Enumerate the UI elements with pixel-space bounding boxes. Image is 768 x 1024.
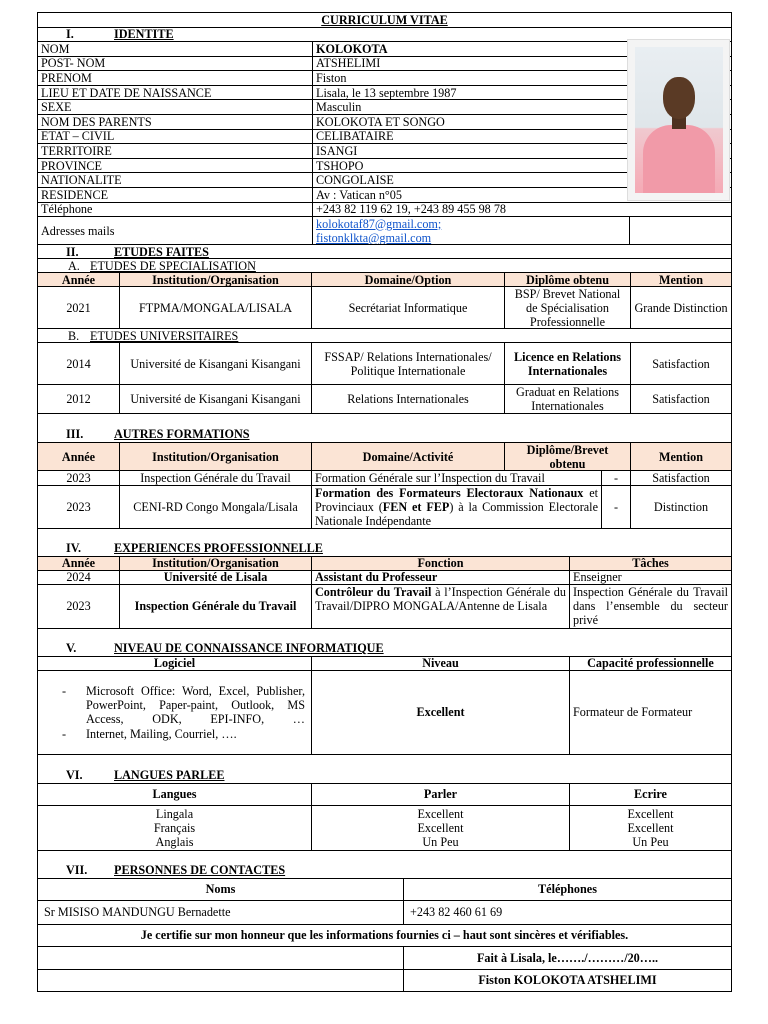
training-heading-number: III.: [66, 427, 84, 442]
identity-value: CONGOLAISE: [312, 173, 630, 187]
mention-cell: Satisfaction: [630, 343, 731, 384]
column-header: Langues: [152, 787, 197, 802]
column-header: Domaine/Option: [311, 273, 504, 286]
language-name: Lingala: [155, 806, 194, 821]
domain-text: ) à la Commission Electorale Nationale Indépendante: [315, 499, 598, 528]
domain-bold-text: Formation des Formateurs Electoraux Nationaux: [315, 485, 584, 500]
experience-heading-number: IV.: [66, 541, 82, 556]
experience-heading-title: EXPERIENCES PROFESSIONNELLE: [114, 541, 323, 556]
studies-heading-row: [38, 244, 731, 258]
training-heading: [38, 414, 731, 442]
language-name: Anglais: [155, 834, 194, 849]
experience-header-row: [38, 556, 731, 570]
experience-heading: [38, 529, 731, 556]
table-row: [38, 670, 731, 754]
contacts-heading: [38, 851, 731, 878]
tasks-cell: Enseigner: [569, 571, 731, 584]
list-item: [62, 684, 305, 726]
year-cell: 2023: [66, 599, 91, 614]
column-header: Ecrire: [569, 784, 731, 805]
column-header: Domaine/Activité: [311, 443, 504, 470]
identity-value: +243 82 119 62 19, +243 89 455 98 78: [312, 203, 630, 217]
studies-heading: [38, 245, 731, 258]
diploma-cell: Graduat en Relations Internationales: [504, 385, 630, 413]
list-item: [62, 727, 305, 741]
institution-cell: Inspection Générale du Travail: [119, 471, 311, 485]
column-header: Noms: [205, 882, 236, 897]
identity-value: Fiston: [312, 71, 630, 85]
cv-title: CURRICULUM VITAE: [321, 13, 448, 27]
languages-cell: [38, 806, 311, 850]
spec-subheading-title: ETUDES DE SPECIALISATION: [90, 258, 256, 273]
training-heading-row: [38, 413, 731, 442]
domain-cell: Secrétariat Informatique: [311, 287, 504, 328]
domain-bold-text: FEN et FEP: [382, 499, 450, 514]
table-row: [38, 470, 731, 485]
function-text: à l’Inspection Générale du Travail/DIPRO MONGALA/Antenne de Lisala: [315, 584, 566, 613]
spec-subheading-row: [38, 258, 731, 272]
computer-heading-title: NIVEAU DE CONNAISSANCE INFORMATIQUE: [114, 641, 384, 656]
experience-heading-row: [38, 528, 731, 556]
portrait-head: [663, 77, 695, 119]
column-header: Niveau: [311, 657, 569, 670]
identity-label: NOM: [41, 42, 70, 56]
bullet-dash: -: [62, 726, 67, 741]
studies-heading-number: II.: [66, 244, 79, 259]
univ-subheading: [38, 329, 731, 342]
domain-cell: FSSAP/ Relations Internationales/ Politique Internationale: [311, 343, 504, 384]
mention-cell: Distinction: [630, 486, 731, 528]
mention-cell: Satisfaction: [630, 385, 731, 413]
year-cell: 2023: [66, 499, 91, 514]
languages-heading-row: [38, 754, 731, 783]
domain-text: et Provinciaux (: [315, 485, 598, 514]
identity-value: ATSHELIMI: [312, 57, 630, 71]
identity-label: PROVINCE: [41, 158, 102, 173]
speak-level: Un Peu: [422, 834, 459, 849]
write-cell: [569, 806, 731, 850]
institution-cell: Université de Kisangani Kisangani: [119, 385, 311, 413]
certify-statement: Je certifie sur mon honneur que les informations fournies ci – haut sont sincères et vérifiables.: [140, 928, 629, 943]
column-header: Année: [61, 556, 96, 570]
capacity-cell: Formateur de Formateur: [569, 671, 731, 754]
identity-label: NOM DES PARENTS: [41, 114, 152, 129]
email-link[interactable]: kolokotaf87@gmail.com;: [316, 217, 442, 231]
portrait-photo: [627, 39, 730, 201]
write-level: Excellent: [627, 820, 674, 835]
training-header-row: [38, 442, 731, 470]
level-cell: Excellent: [311, 671, 569, 754]
table-row: [38, 584, 731, 628]
domain-cell: Relations Internationales: [311, 385, 504, 413]
function-bold-text: Contrôleur du Travail: [315, 584, 432, 599]
computer-header-row: [38, 656, 731, 670]
table-row: [38, 342, 731, 384]
place-date-row: [38, 946, 731, 969]
languages-body-row: [38, 805, 731, 850]
spec-subheading: [38, 259, 731, 272]
contacts-heading-title: PERSONNES DE CONTACTES: [114, 863, 286, 878]
institution-cell: Inspection Générale du Travail: [119, 585, 311, 628]
univ-subheading-row: [38, 328, 731, 342]
diploma-cell: -: [601, 471, 630, 485]
write-level: Un Peu: [632, 834, 669, 849]
domain-cell: Formation Générale sur l’Inspection du Travail: [311, 471, 601, 485]
column-header: Année: [61, 273, 96, 287]
column-header: Institution/Organisation: [119, 273, 311, 286]
diploma-cell: -: [601, 486, 630, 528]
institution-cell: Université de Lisala: [119, 571, 311, 584]
portrait-image: [635, 47, 723, 193]
speak-level: Excellent: [417, 806, 464, 821]
tasks-cell: Inspection Générale du Travail dans l’ensemble du secteur privé: [569, 585, 731, 628]
language-name: Français: [153, 820, 196, 835]
institution-cell: Université de Kisangani Kisangani: [119, 343, 311, 384]
diploma-cell: BSP/ Brevet National de Spécialisation Professionnelle: [504, 287, 630, 328]
identity-label: SEXE: [41, 100, 72, 114]
email-list: [312, 217, 630, 244]
place-date: Fait à Lisala, le……./………/20…..: [403, 947, 731, 969]
table-row: [38, 485, 731, 528]
identity-label: Adresses mails: [41, 223, 115, 238]
column-header: Téléphones: [403, 879, 731, 900]
column-header: Logiciel: [153, 656, 196, 670]
software-cell: [38, 671, 311, 754]
contacts-heading-row: [38, 850, 731, 878]
identity-value: CELIBATAIRE: [312, 130, 630, 144]
software-text: Microsoft Office: Word, Excel, Publisher, PowerPoint, Paper-paint, Outlook, MS Access, ODK, EPI-INFO, …: [86, 683, 305, 726]
identity-label: NATIONALITE: [41, 173, 122, 187]
column-header: Fonction: [311, 557, 569, 570]
column-header: Parler: [311, 784, 569, 805]
portrait-shirt: [643, 125, 715, 193]
column-header: Mention: [630, 443, 731, 470]
univ-subheading-title: ETUDES UNIVERSITAIRES: [90, 328, 239, 343]
year-cell: 2021: [66, 300, 91, 315]
column-header: Diplôme/Brevet obtenu: [504, 443, 630, 470]
column-header: Mention: [630, 273, 731, 286]
mention-cell: Grande Distinction: [630, 287, 731, 328]
speak-cell: [311, 806, 569, 850]
languages-heading-number: VI.: [66, 767, 83, 782]
domain-cell: [311, 486, 601, 528]
table-row: [38, 570, 731, 584]
identity-label: LIEU ET DATE DE NAISSANCE: [41, 85, 212, 100]
identity-label: PRENOM: [41, 71, 92, 85]
table-row: [38, 900, 731, 924]
univ-subheading-number: B.: [68, 328, 80, 343]
table-row: [38, 384, 731, 413]
mention-cell: Satisfaction: [630, 471, 731, 485]
column-header: Tâches: [569, 557, 731, 570]
languages-heading-title: LANGUES PARLEE: [114, 767, 225, 782]
bullet-dash: -: [62, 683, 67, 698]
column-header: Diplôme obtenu: [504, 273, 630, 286]
cv-title-row: [38, 13, 731, 27]
signature-name: Fiston KOLOKOTA ATSHELIMI: [403, 970, 731, 991]
year-cell: 2024: [66, 570, 91, 584]
languages-header-row: [38, 783, 731, 805]
spec-subheading-number: A.: [68, 258, 80, 273]
function-cell: [311, 585, 569, 628]
column-header: Institution/Organisation: [119, 443, 311, 470]
identity-label: RESIDENCE: [41, 187, 109, 202]
languages-heading: [38, 755, 731, 783]
computer-heading-row: [38, 628, 731, 656]
software-text: Internet, Mailing, Courriel, ….: [86, 726, 237, 741]
identity-value: TSHOPO: [312, 159, 630, 173]
identity-value: Lisala, le 13 septembre 1987: [312, 86, 630, 100]
contacts-heading-number: VII.: [66, 863, 88, 878]
contact-name: Sr MISISO MANDUNGU Bernadette: [44, 905, 231, 920]
identity-value: KOLOKOTA: [312, 42, 630, 56]
identity-value: ISANGI: [312, 144, 630, 158]
column-header: Année: [61, 449, 96, 464]
identity-row: [38, 202, 731, 217]
year-cell: 2023: [66, 471, 91, 485]
column-header: Capacité professionnelle: [569, 657, 731, 670]
identity-heading-title: IDENTITE: [114, 27, 174, 42]
diploma-cell: Licence en Relations Internationales: [504, 343, 630, 384]
identity-label: POST- NOM: [41, 56, 106, 71]
year-cell: 2014: [66, 356, 91, 371]
institution-cell: CENI-RD Congo Mongala/Lisala: [119, 486, 311, 528]
contact-phone: +243 82 460 61 69: [403, 901, 731, 924]
studies-header-row: [38, 272, 731, 286]
identity-label: ETAT – CIVIL: [41, 129, 115, 144]
speak-level: Excellent: [417, 820, 464, 835]
year-cell: 2012: [66, 392, 91, 407]
identity-label: TERRITOIRE: [41, 144, 112, 158]
studies-heading-title: ETUDES FAITES: [114, 244, 209, 259]
certify-row: [38, 924, 731, 946]
empty-cell: [38, 970, 403, 991]
signature-row: [38, 969, 731, 991]
contacts-header-row: [38, 878, 731, 900]
identity-value: Av : Vatican n°05: [312, 188, 630, 202]
email-link[interactable]: fistonklkta@gmail.com: [316, 230, 432, 245]
computer-heading-number: V.: [66, 641, 77, 656]
identity-row-emails: [38, 216, 731, 244]
institution-cell: FTPMA/MONGALA/LISALA: [119, 287, 311, 328]
function-cell: Assistant du Professeur: [311, 571, 569, 584]
identity-heading-number: I.: [66, 27, 74, 42]
identity-label: Téléphone: [41, 202, 93, 217]
empty-cell: [38, 947, 403, 969]
identity-value: KOLOKOTA ET SONGO: [312, 115, 630, 129]
write-level: Excellent: [627, 806, 674, 821]
column-header: Institution/Organisation: [119, 557, 311, 570]
identity-value: Masculin: [312, 100, 630, 114]
training-heading-title: AUTRES FORMATIONS: [114, 427, 250, 442]
computer-heading: [38, 629, 731, 656]
table-row: [38, 286, 731, 328]
